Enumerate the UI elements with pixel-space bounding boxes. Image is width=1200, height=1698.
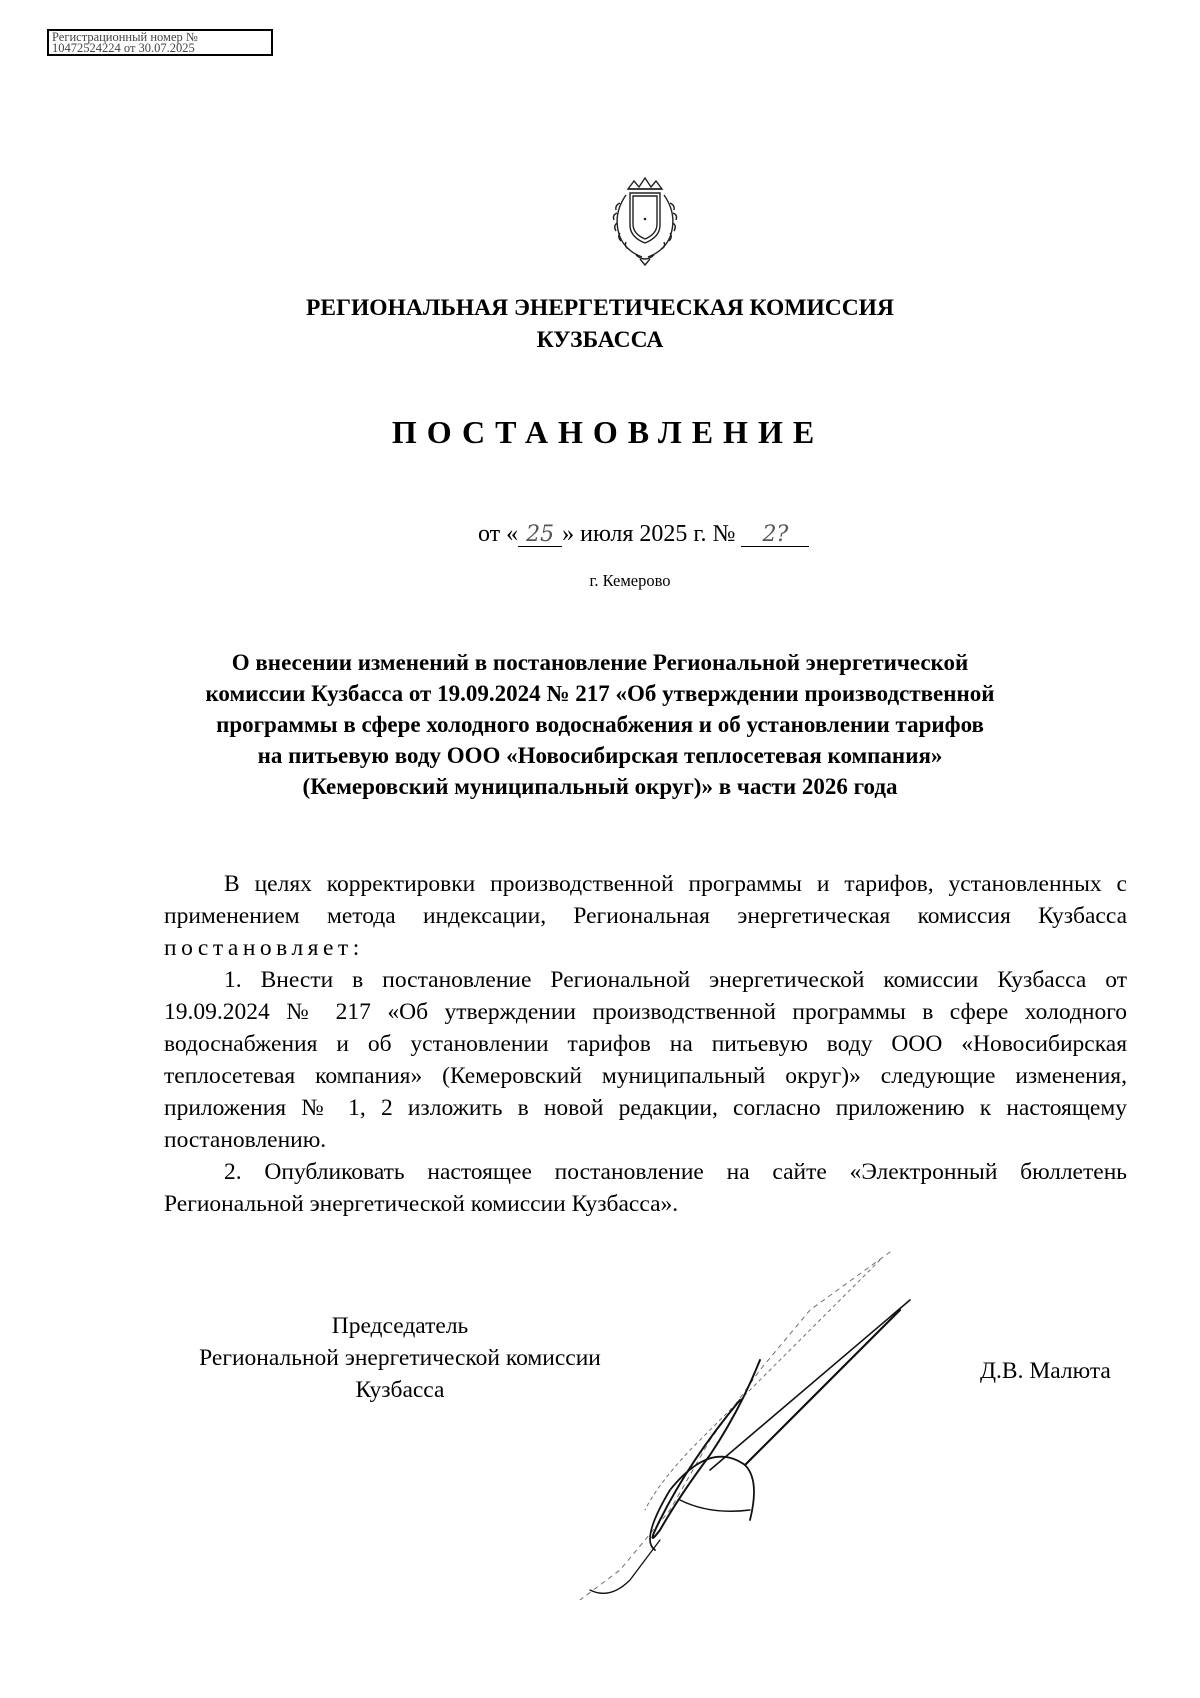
body-intro-text: В целях корректировки производственной программы и тарифов, установленных с применением метода индексации, Региональная энергетическая комиссия Кузбасса: [164, 871, 1127, 929]
signatory-title-line3: Кузбасса: [355, 1377, 445, 1403]
document-body: [164, 868, 1127, 1220]
signatory-name: Д.В. Малюта: [980, 1358, 1111, 1384]
organization-title: [0, 292, 1200, 356]
body-intro-end: :: [352, 935, 360, 961]
body-item-1: 1. Внести в постановление Региональной энергетической комиссии Кузбасса от 19.09.2024 № 217 «Об утверждении производственной программы в сфере холодного водоснабжения и об установлении тарифов на питьевую воду ООО «Новосибирская теплосетевая компания» (Кемеровский муниципальный округ)» следующие изменения, приложения № 1, 2 изложить в новой редакции, согласно приложению к настоящему постановлению.: [164, 967, 1127, 1153]
subject-line4: на питьевую воду ООО «Новосибирская теплосетевая компания»: [257, 743, 943, 768]
handwritten-signature: [560, 1240, 980, 1600]
date-prefix: от «: [478, 521, 519, 547]
signatory-title-line1: Председатель: [331, 1313, 469, 1339]
handwritten-day: 25: [518, 524, 562, 547]
registration-stamp-line1: Регистрационный номер №: [52, 30, 198, 44]
body-item-2: 2. Опубликовать настоящее постановление на сайте «Электронный бюллетень Региональной энергетической комиссии Кузбасса».: [164, 1159, 1127, 1217]
signatory-title-line2: Региональной энергетической комиссии: [199, 1345, 601, 1371]
organization-title-line1: РЕГИОНАЛЬНАЯ ЭНЕРГЕТИЧЕСКАЯ КОМИССИЯ: [306, 295, 894, 321]
date-line: [478, 521, 809, 548]
date-middle: » июля 2025 г. №: [562, 521, 736, 547]
subject-line5: (Кемеровский муниципальный округ)» в части 2026 года: [302, 774, 898, 799]
coat-of-arms-emblem: [606, 175, 684, 267]
body-intro: [164, 868, 1127, 964]
subject-line1: О внесении изменений в постановление Региональной энергетической: [231, 650, 969, 675]
document-type: ПОСТАНОВЛЕНИЕ: [391, 414, 825, 450]
subject-line3: программы в сфере холодного водоснабжения и об установлении тарифов: [216, 712, 984, 737]
document-subject: [0, 647, 1200, 802]
city: г. Кемерово: [589, 571, 671, 590]
subject-line2: комиссии Кузбасса от 19.09.2024 № 217 «Об утверждении производственной: [205, 681, 995, 706]
decree-word: постановляет: [164, 935, 353, 961]
handwritten-number: 2?: [741, 524, 809, 547]
organization-title-line2: КУЗБАССА: [536, 327, 664, 353]
registration-stamp: [47, 29, 273, 56]
registration-stamp-line2: 10472524224 от 30.07.2025: [52, 41, 195, 55]
